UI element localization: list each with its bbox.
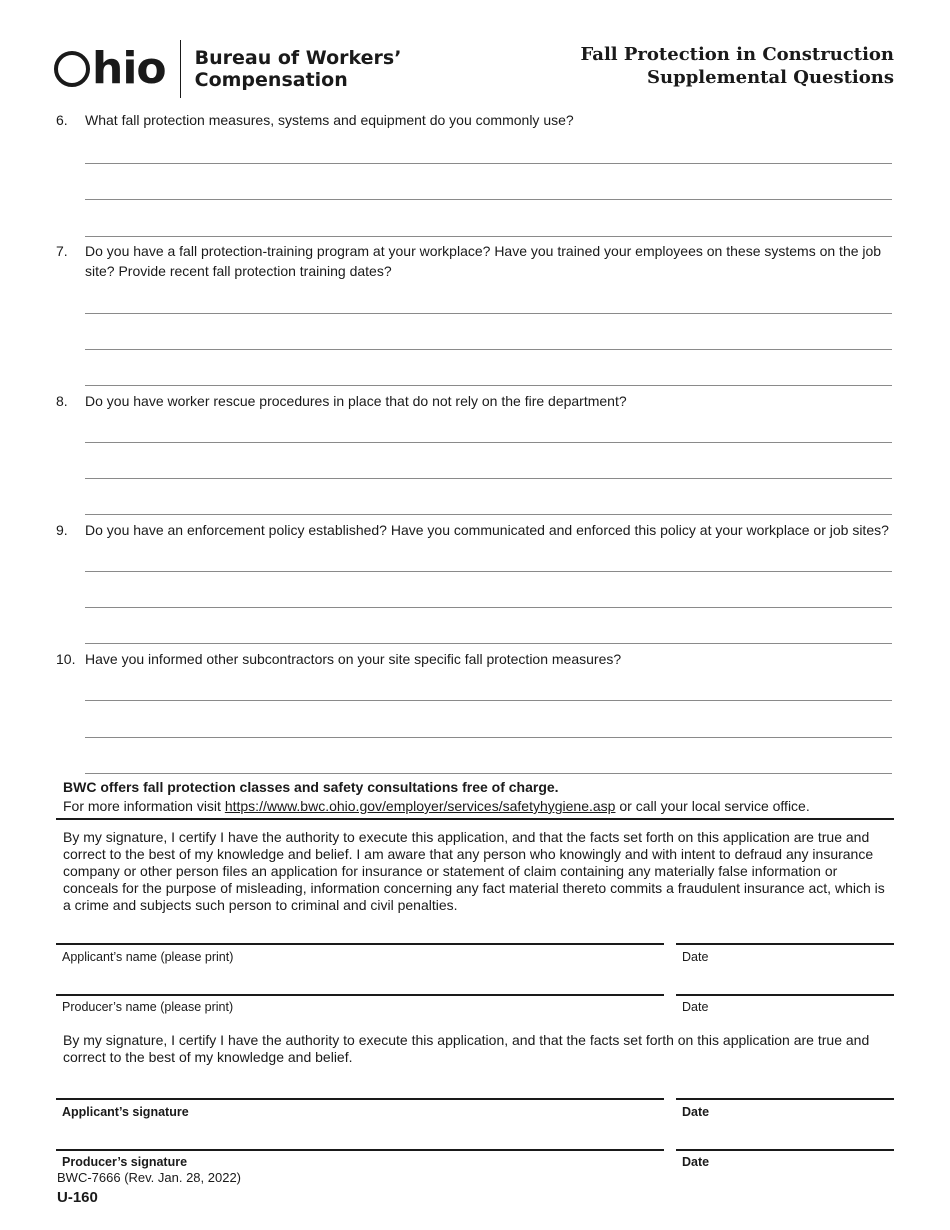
question-6-text: What fall protection measures, systems and equipment do you commonly use? — [85, 112, 574, 128]
question-10-text: Have you informed other subcontractors on your site specific fall protection measures? — [85, 651, 622, 667]
question-9-text: Do you have an enforcement policy established? Have you communicated and enforced this policy at your workplace or job sites? — [85, 522, 889, 538]
ohio-logo-mark — [54, 43, 166, 94]
ohio-bwc-logo — [54, 40, 401, 98]
question-8-answer-line-2[interactable] — [85, 478, 892, 479]
applicant-name-date-label: Date — [682, 950, 709, 964]
question-7-answer-line-1[interactable] — [85, 313, 892, 314]
agency-name — [195, 47, 402, 91]
question-8-number: 8. — [56, 393, 68, 409]
safety-info-note — [63, 778, 893, 816]
question-6-number: 6. — [56, 112, 68, 128]
document-title-line2: Supplemental Questions — [647, 67, 894, 88]
question-10-number: 10. — [56, 651, 76, 667]
producer-name-date-line[interactable] — [676, 994, 894, 996]
question-6-answer-line-2[interactable] — [85, 199, 892, 200]
question-9-answer-line-3[interactable] — [85, 643, 892, 644]
safety-info-heading: BWC offers fall protection classes and safety consultations free of charge. — [63, 779, 559, 795]
question-8-answer-line-1[interactable] — [85, 442, 892, 443]
applicant-name-date-line[interactable] — [676, 943, 894, 945]
ohio-logo-word: hio — [92, 43, 166, 94]
certification-statement-short: By my signature, I certify I have the authority to execute this application, and that the facts set forth on this application are true and correct to the best of my knowledge and belief. — [63, 1032, 870, 1065]
applicant-name-line[interactable] — [56, 943, 664, 945]
producer-signature-line[interactable] — [56, 1149, 664, 1151]
producer-name-label: Producer’s name (please print) — [62, 1000, 234, 1014]
question-6-answer-line-3[interactable] — [85, 236, 892, 237]
question-7-answer-line-2[interactable] — [85, 349, 892, 350]
question-10-answer-line-3[interactable] — [85, 773, 892, 774]
ohio-o-icon — [54, 51, 90, 87]
question-10-answer-line-1[interactable] — [85, 700, 892, 701]
question-7-answer-line-3[interactable] — [85, 385, 892, 386]
agency-name-line2: Compensation — [194, 69, 348, 91]
question-8-answer-line-3[interactable] — [85, 514, 892, 515]
producer-signature-date-label: Date — [682, 1155, 710, 1169]
question-9-answer-line-2[interactable] — [85, 607, 892, 608]
safety-info-suffix: or call your local service office. — [619, 798, 810, 814]
document-title-line1: Fall Protection in Construction — [580, 44, 894, 65]
applicant-signature-label: Applicant’s signature — [62, 1105, 189, 1119]
applicant-signature-date-label: Date — [682, 1105, 710, 1119]
question-9-answer-line-1[interactable] — [85, 571, 892, 572]
applicant-name-label: Applicant’s name (please print) — [62, 950, 234, 964]
logo-divider — [180, 40, 181, 98]
producer-signature-label: Producer’s signature — [62, 1155, 188, 1169]
form-code: U-160 — [57, 1189, 98, 1206]
question-10-answer-line-2[interactable] — [85, 737, 892, 738]
certification-statement-fraud: By my signature, I certify I have the authority to execute this application, and that the facts set forth on this application are true and correct to the best of my knowledge and belief. I am aware that any person who knowingly and with intent to defraud any insurance company or other person files an application for insurance or statement of claim containing any materially false information or conceals for the purpose of misleading, information concerning any fact material thereto commits a fraudulent insurance act, which is a crime and subjects such person to criminal and civil penalties. — [63, 829, 885, 913]
safety-info-line — [63, 797, 893, 816]
producer-signature-date-line[interactable] — [676, 1149, 894, 1151]
safety-hygiene-link[interactable]: https://www.bwc.ohio.gov/employer/services/safetyhygiene.asp — [224, 798, 616, 814]
applicant-signature-line[interactable] — [56, 1098, 664, 1100]
question-7-text: Do you have a fall protection-training program at your workplace? Have you trained your employees on these systems on the job site? Provide recent fall protection training dates? — [85, 243, 882, 279]
section-divider — [56, 818, 894, 820]
producer-name-line[interactable] — [56, 994, 664, 996]
producer-name-date-label: Date — [682, 1000, 709, 1014]
document-title — [581, 43, 895, 89]
safety-info-prefix: For more information visit — [63, 798, 221, 814]
agency-name-line1: Bureau of Workers’ — [194, 47, 402, 69]
question-9-number: 9. — [56, 522, 68, 538]
form-number: BWC-7666 (Rev. Jan. 28, 2022) — [57, 1170, 242, 1185]
question-8-text: Do you have worker rescue procedures in place that do not rely on the fire department? — [85, 393, 627, 409]
applicant-signature-date-line[interactable] — [676, 1098, 894, 1100]
question-6-answer-line-1[interactable] — [85, 163, 892, 164]
question-7-number: 7. — [56, 243, 68, 259]
